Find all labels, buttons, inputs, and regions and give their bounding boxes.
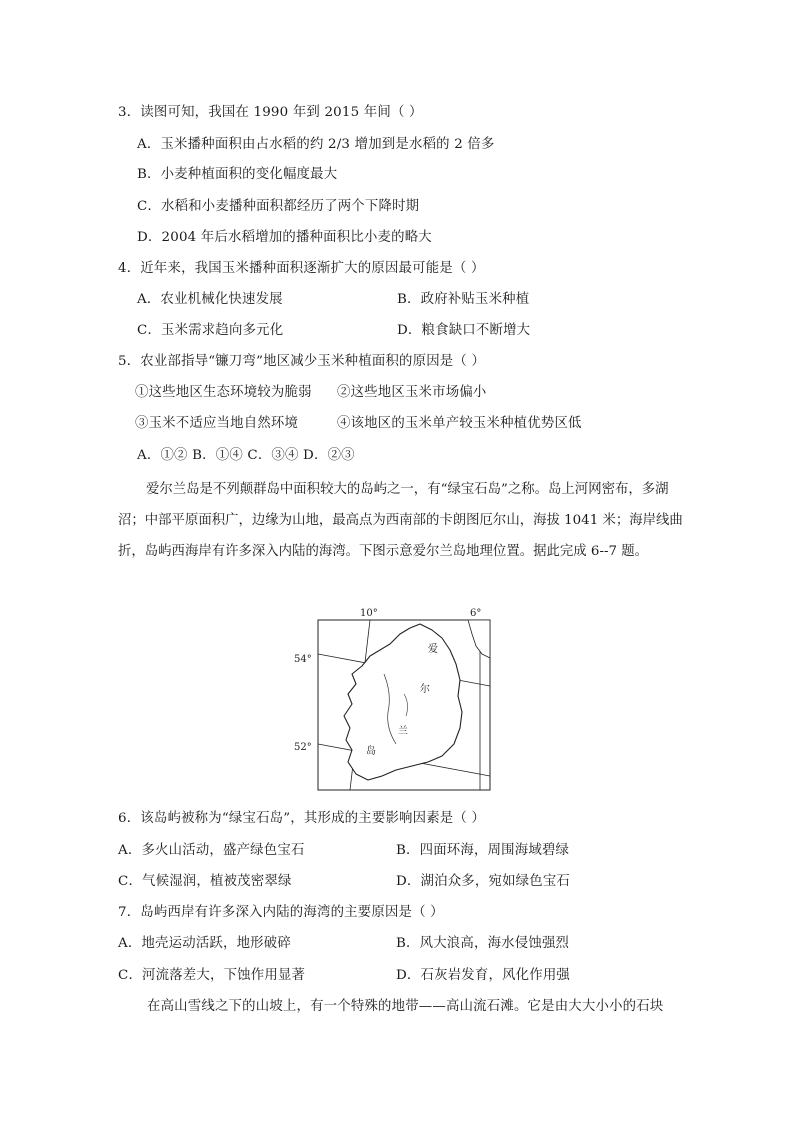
question-5-statement-3: ③玉米不适应当地自然环境 bbox=[135, 416, 299, 431]
question-5-stem: 5．农业部指导“镰刀弯”地区减少玉米种植面积的原因是（ ） bbox=[118, 354, 486, 369]
question-3-option-c: C．水稻和小麦播种面积都经历了两个下降时期 bbox=[137, 199, 420, 214]
question-5-options: A．①② B．①④ C．③④ D．②③ bbox=[137, 448, 355, 463]
question-4-stem: 4．近年来，我国玉米播种面积逐渐扩大的原因最可能是（ ） bbox=[118, 261, 485, 276]
question-3-option-b: B．小麦种植面积的变化幅度最大 bbox=[137, 167, 338, 182]
question-3-option-d: D．2004 年后水稻增加的播种面积比小麦的略大 bbox=[137, 230, 432, 245]
map-char-dao: 岛 bbox=[366, 746, 376, 757]
question-7-option-d: D．石灰岩发育，风化作用强 bbox=[396, 968, 571, 983]
question-4-option-c: C．玉米需求趋向多元化 bbox=[137, 323, 284, 338]
map-lat-label-52: 52° bbox=[294, 742, 312, 753]
map-char-ai: 爱 bbox=[428, 644, 438, 655]
passage-alpine-scree: 在高山雪线之下的山坡上，有一个特殊的地带——高山流石滩。它是由大大小小的石块 bbox=[147, 999, 664, 1014]
question-4-option-a: A．农业机械化快速发展 bbox=[137, 292, 283, 307]
question-6-option-a: A．多火山活动，盛产绿色宝石 bbox=[118, 843, 305, 858]
question-5-statement-1: ①这些地区生态环境较为脆弱 bbox=[135, 385, 312, 400]
map-char-lan: 兰 bbox=[398, 726, 408, 737]
britain-coastline bbox=[468, 620, 490, 658]
question-6-option-c: C．气候湿润，植被茂密翠绿 bbox=[118, 874, 292, 889]
question-5-statement-4: ④该地区的玉米单产较玉米种植优势区低 bbox=[337, 416, 582, 431]
ireland-coastline bbox=[344, 624, 462, 780]
question-5-statement-2: ②这些地区玉米市场偏小 bbox=[337, 385, 487, 400]
question-7-option-c: C．河流落差大，下蚀作用显著 bbox=[118, 968, 306, 983]
map-char-er: 尔 bbox=[420, 684, 430, 695]
map-lon-label-10: 10° bbox=[360, 608, 378, 619]
passage-ireland: 爱尔兰岛是不列颠群岛中面积较大的岛屿之一，有“绿宝石岛”之称。岛上河网密布，多湖沼；中部平原面积广，边缘为山地，最高点为西南部的卡朗图厄尔山，海拔 1041 米；海岸线曲折，岛屿西海岸有许多深入内陆的海湾。下图示意爱尔兰岛地理位置。据此完成 6--7 题。 bbox=[118, 482, 683, 559]
question-3-stem: 3．读图可知，我国在 1990 年到 2015 年间（ ） bbox=[118, 105, 423, 120]
question-7-stem: 7．岛屿西岸有许多深入内陆的海湾的主要原因是（ ） bbox=[118, 905, 444, 920]
question-6-option-d: D．湖泊众多，宛如绿色宝石 bbox=[396, 874, 571, 889]
ireland-map-figure bbox=[292, 604, 502, 794]
question-4-option-d: D．粮食缺口不断增大 bbox=[397, 323, 531, 338]
question-6-option-b: B．四面环海，周围海域碧绿 bbox=[396, 843, 570, 858]
question-3-option-a: A．玉米播种面积由占水稻的约 2/3 增加到是水稻的 2 倍多 bbox=[137, 137, 495, 152]
question-6-stem: 6．该岛屿被称为“绿宝石岛”，其形成的主要影响因素是（ ） bbox=[118, 811, 486, 826]
map-lat-label-54: 54° bbox=[294, 654, 312, 665]
question-7-option-b: B．风大浪高，海水侵蚀强烈 bbox=[396, 936, 570, 951]
ireland-map bbox=[292, 604, 502, 794]
map-lon-label-6: 6° bbox=[470, 608, 482, 619]
question-7-option-a: A．地壳运动活跃，地形破碎 bbox=[118, 936, 291, 951]
question-4-option-b: B．政府补贴玉米种植 bbox=[397, 292, 530, 307]
